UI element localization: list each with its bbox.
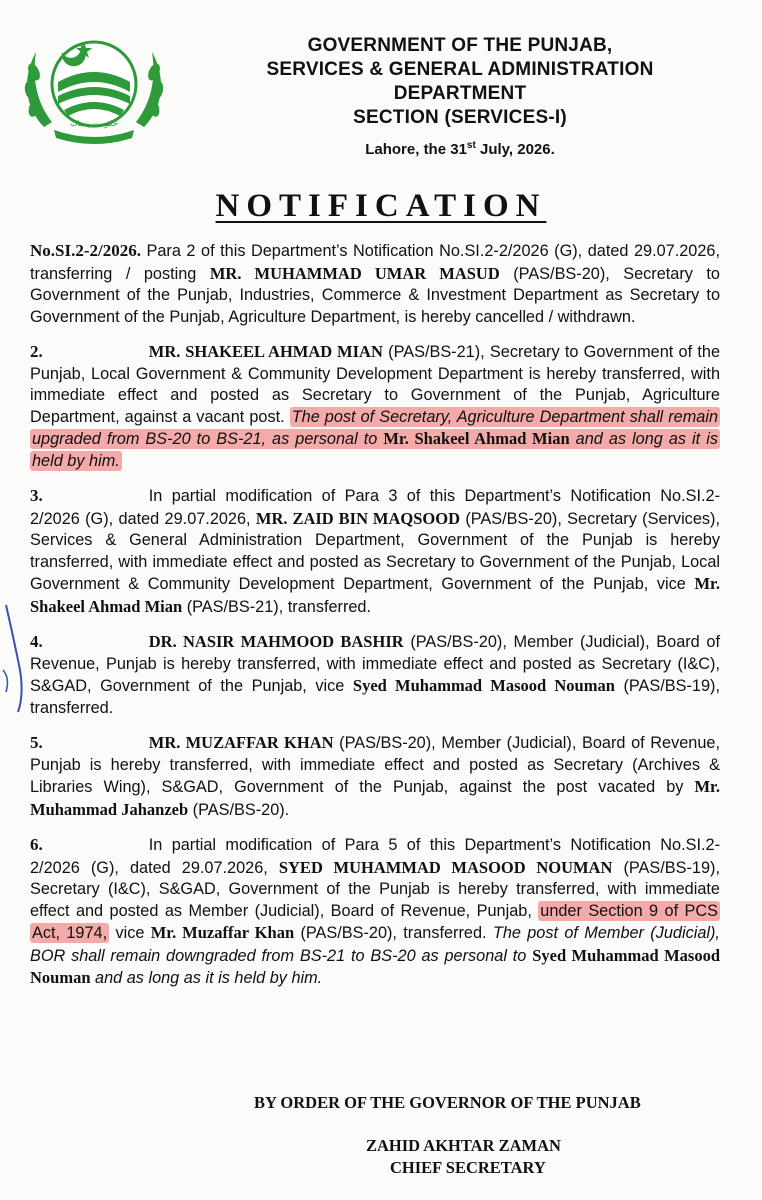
signatory-designation: CHIEF SECRETARY — [390, 1158, 546, 1177]
header-line-2: SERVICES & GENERAL ADMINISTRATION — [266, 59, 654, 80]
officer-name: SYED MUHAMMAD MASOOD NOUMAN — [278, 857, 613, 877]
svg-text:ﺣﮑﻮﻣﺖ ﭘﻨﺠﺎﺏ: ﺣﮑﻮﻣﺖ ﭘﻨﺠﺎﺏ — [70, 119, 118, 128]
officer-name: MR. MUZAFFAR KHAN — [148, 733, 334, 752]
issue-date: Lahore, the 31st July, 2026. — [365, 140, 555, 158]
notification-number: No.SI.2-2/2026. — [30, 241, 141, 260]
punjab-government-logo — [14, 22, 174, 147]
officer-name: MR. SHAKEEL AHMAD MIAN — [148, 342, 383, 361]
letterhead — [180, 34, 740, 158]
officer-name: MR. ZAID BIN MAQSOOD — [255, 508, 460, 528]
highlighted-text: under Section 9 of PCS Act, 1974, — [32, 901, 718, 942]
paragraph-4: 4. DR. NASIR MAHMOOD BASHIR (PAS/BS-20), Member (Judicial), Board of Revenue, Punjab is hereby transferred, with immediate effect and posted as Secretary (I&C), S&GAD, Government of the Punjab, vice Syed Muhammad Masood Nouman (PAS/BS-19), transferred. — [30, 632, 720, 717]
highlighted-text: The post of Secretary, Agriculture Department shall remain upgraded from BS-20 to BS-21, as personal to Mr. Shakeel Ahmad Mian and as long as it is held by him. — [32, 407, 718, 470]
officer-name: MR. MUHAMMAD UMAR MASUD — [209, 263, 500, 283]
header-line-3: DEPARTMENT — [393, 83, 527, 104]
paragraph-1: No.SI.2-2/2026. Para 2 of this Department’s Notification No.SI.2-2/2026 (G), dated 29.07.2026, transferring / posting MR. MUHAMMAD UMAR MASUD (PAS/BS-20), Secretary to Government of the Punjab, Industries, Commerce & Investment Department as Secretary to Government of the Punjab, Agriculture Department, is hereby cancelled / withdrawn. — [30, 241, 720, 326]
signatory-name: ZAHID AKHTAR ZAMAN — [366, 1136, 561, 1155]
pen-annotation-mark — [0, 600, 30, 720]
officer-name: DR. NASIR MAHMOOD BASHIR — [148, 632, 404, 651]
paragraph-3: 3. In partial modification of Para 3 of this Department’s Notification No.SI.2-2/2026 (G), dated 29.07.2026, MR. ZAID BIN MAQSOOD (PAS/BS-20), Secretary (Services), Services & General Administration Department, Government of the Punjab is hereby transferred, with immediate effect and posted as Secretary to Government of the Punjab, Local Government & Community Development Department, Government of the Punjab, vice Mr. Shakeel Ahmad Mian (PAS/BS-21), transferred. — [30, 486, 720, 616]
notification-body — [30, 240, 720, 1003]
header-line-4: SECTION (SERVICES-I) — [353, 107, 567, 128]
paragraph-6: 6. In partial modification of Para 5 of this Department’s Notification No.SI.2-2/2026 (G), dated 29.07.2026, SYED MUHAMMAD MASOOD NOUMAN (PAS/BS-19), Secretary (I&C), S&GAD, Government of the Punjab is hereby transferred, with immediate effect and posted as Member (Judicial), Board of Revenue, Punjab, under Section 9 of PCS Act, 1974, vice Mr. Muzaffar Khan (PAS/BS-20), transferred. The post of Member (Judicial), BOR shall remain downgraded from BS-21 to BS-20 as personal to Syed Muhammad Masood Nouman and as long as it is held by him. — [30, 835, 720, 987]
notification-title: NOTIFICATION — [215, 188, 547, 224]
paragraph-5: 5. MR. MUZAFFAR KHAN (PAS/BS-20), Member (Judicial), Board of Revenue, Punjab is hereby transferred, with immediate effect and posted as Secretary (Archives & Libraries Wing), S&GAD, Government of the Punjab, against the post vacated by Mr. Muhammad Jahanzeb (PAS/BS-20). — [30, 733, 720, 819]
order-line: BY ORDER OF THE GOVERNOR OF THE PUNJAB — [254, 1093, 641, 1112]
header-line-1: GOVERNMENT OF THE PUNJAB, — [307, 35, 613, 56]
paragraph-2: 2. MR. SHAKEEL AHMAD MIAN (PAS/BS-21), Secretary to Government of the Punjab, Local Government & Community Development Department is hereby transferred, with immediate effect and posted as Secretary to Government of the Punjab, Agriculture Department, against a vacant post. The post of Secretary, Agriculture Department shall remain upgraded from BS-20 to BS-21, as personal to Mr. Shakeel Ahmad Mian and as long as it is held by him. — [30, 342, 720, 470]
